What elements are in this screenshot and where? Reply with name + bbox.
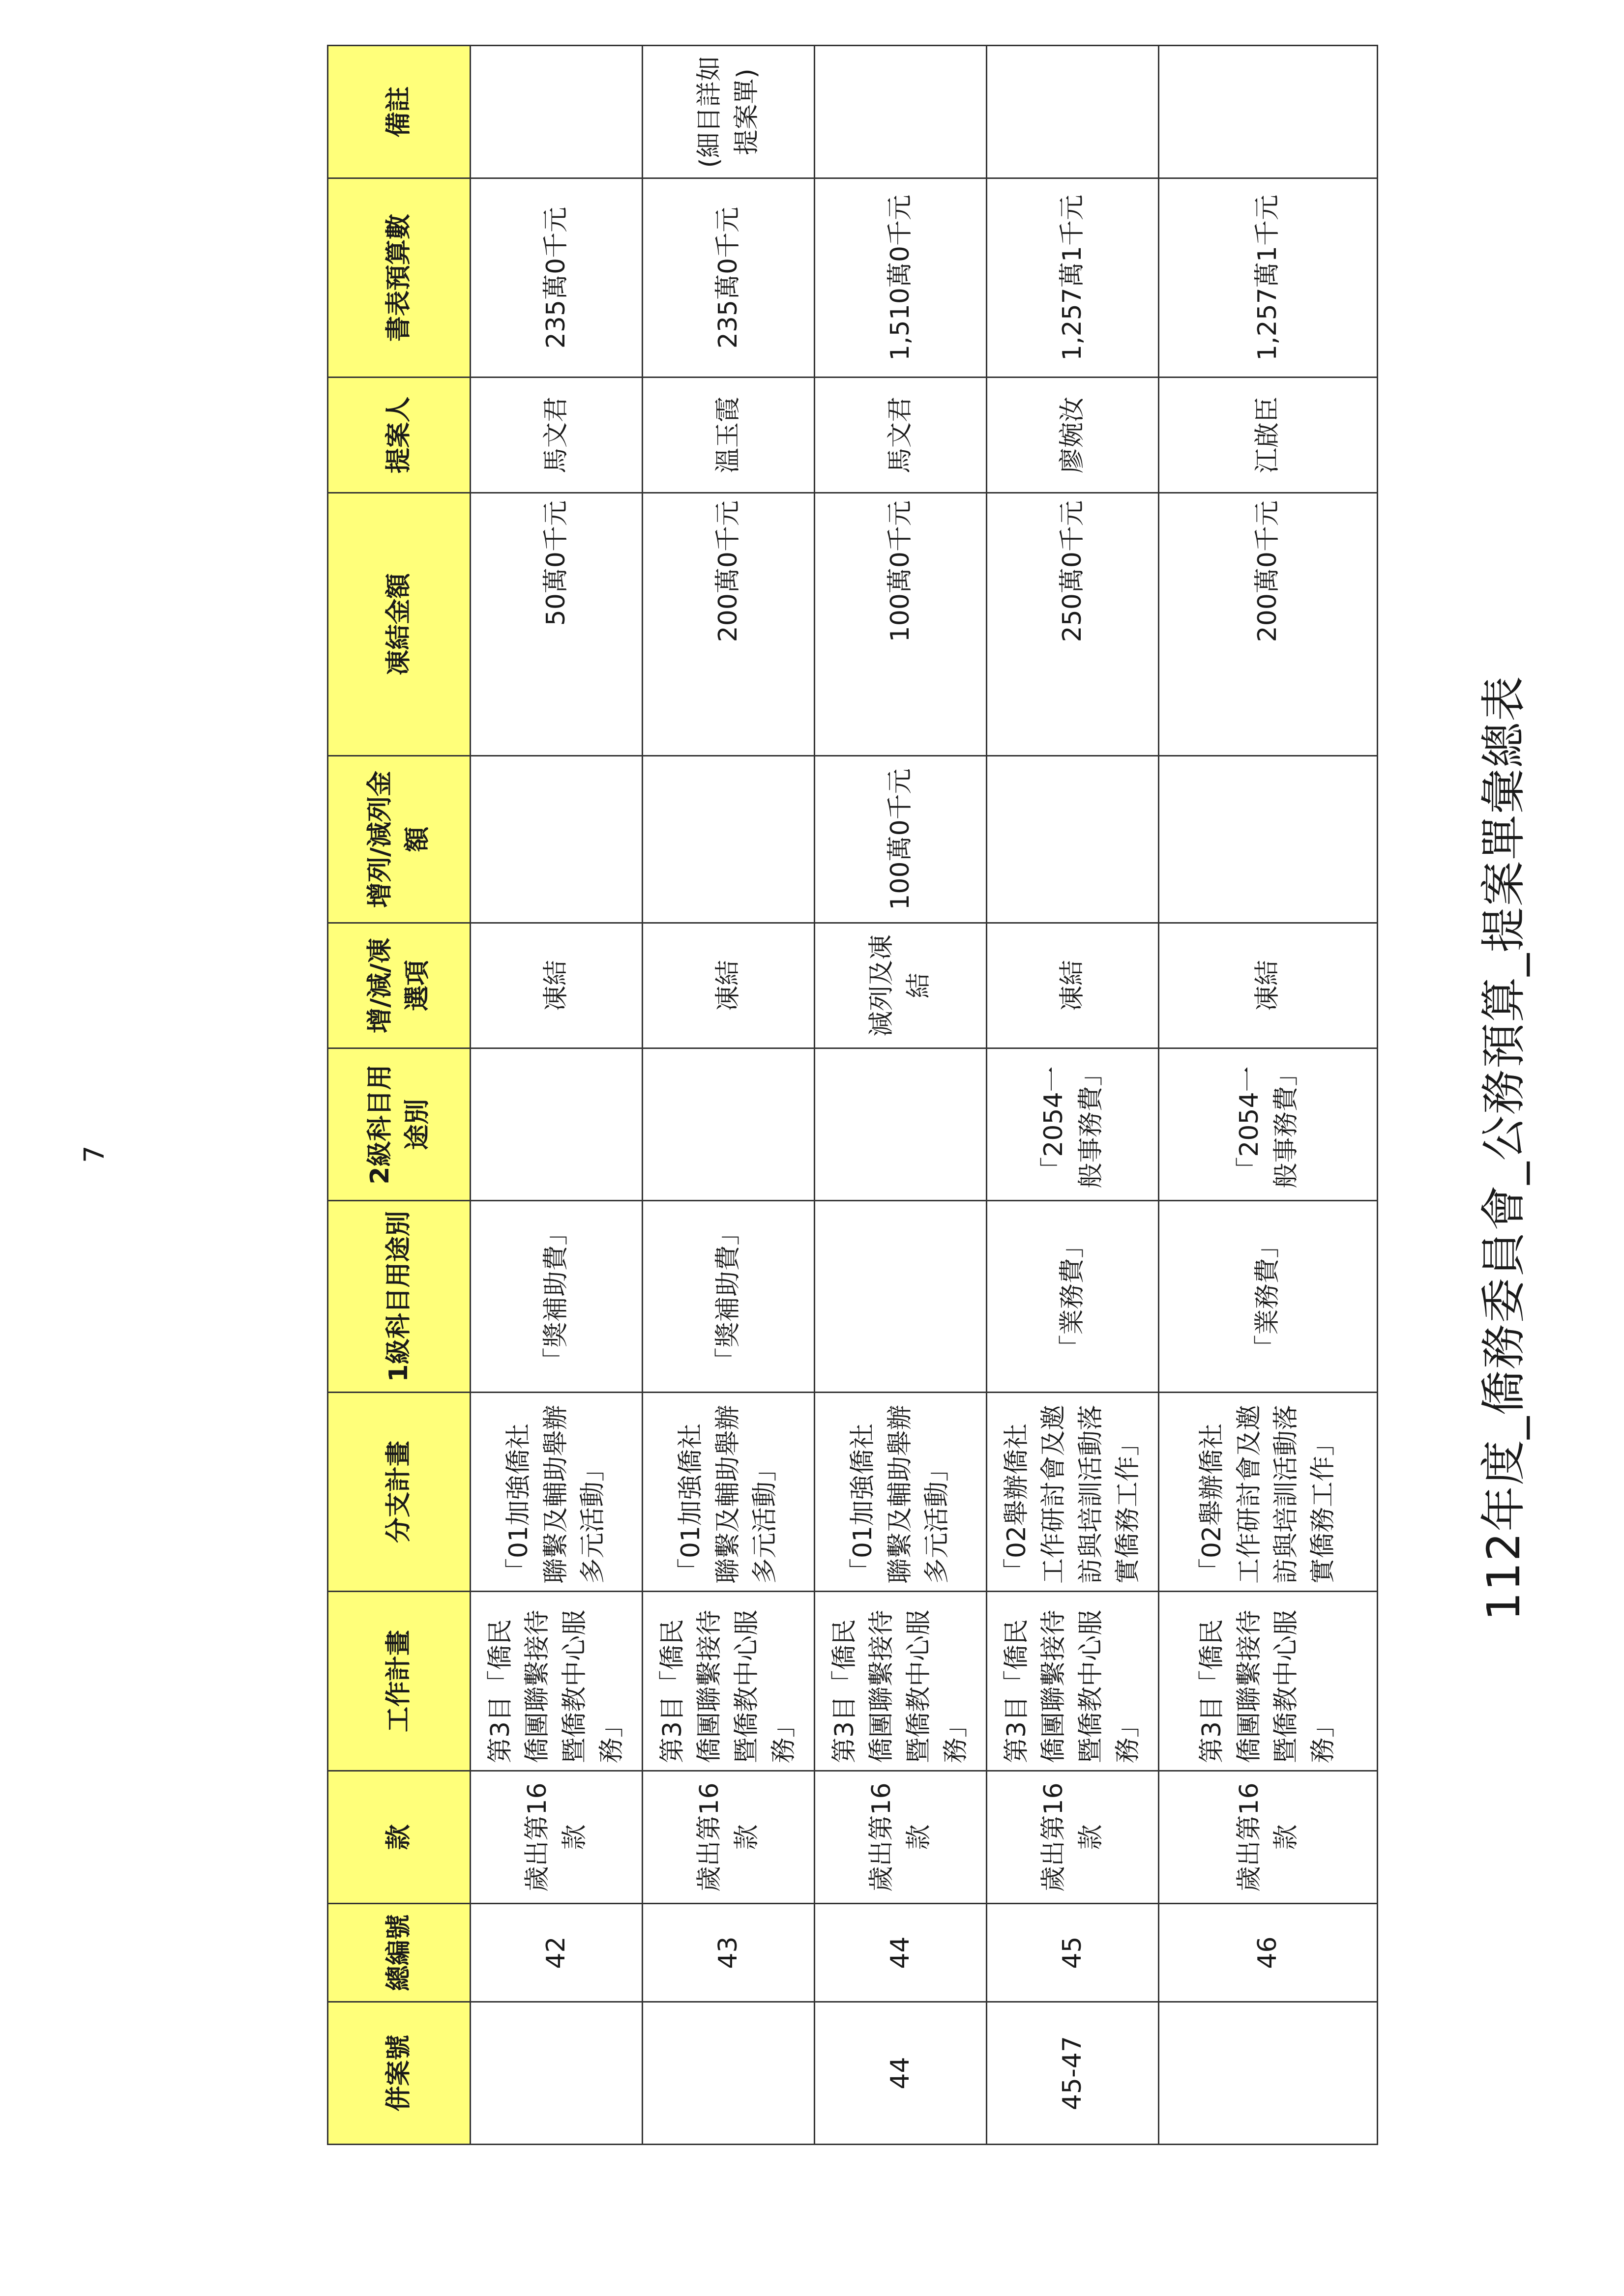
cell-remark: (細目詳如提案單) bbox=[643, 46, 815, 178]
cell-adjust-amount bbox=[987, 756, 1159, 923]
cell-freeze-amount: 200萬0千元 bbox=[1159, 493, 1378, 756]
header-freeze-amount: 凍結金額 bbox=[328, 493, 471, 756]
cell-merge-no bbox=[471, 2002, 643, 2145]
cell-work-plan: 第3目「僑民僑團聯繫接待暨僑教中心服務」 bbox=[815, 1592, 987, 1771]
header-branch-plan: 分支計畫 bbox=[328, 1393, 471, 1592]
cell-section: 歲出第16款 bbox=[987, 1771, 1159, 1904]
cell-budget: 1,257萬1千元 bbox=[987, 178, 1159, 378]
cell-level2 bbox=[471, 1048, 643, 1201]
cell-level1: 「獎補助費」 bbox=[471, 1201, 643, 1393]
cell-remark bbox=[815, 46, 987, 178]
cell-merge-no: 45-47 bbox=[987, 2002, 1159, 2145]
page-number: 7 bbox=[79, 1145, 111, 1163]
header-proposer: 提案人 bbox=[328, 378, 471, 493]
cell-work-plan: 第3目「僑民僑團聯繫接待暨僑教中心服務」 bbox=[1159, 1592, 1378, 1771]
cell-freeze-amount: 100萬0千元 bbox=[815, 493, 987, 756]
proposal-summary-table bbox=[327, 45, 1378, 2145]
cell-level2: 「2054一般事務費」 bbox=[987, 1048, 1159, 1201]
cell-option: 凍結 bbox=[643, 923, 815, 1048]
header-section: 款 bbox=[328, 1771, 471, 1904]
cell-level2 bbox=[643, 1048, 815, 1201]
cell-freeze-amount: 50萬0千元 bbox=[471, 493, 643, 756]
cell-level2 bbox=[815, 1048, 987, 1201]
cell-serial: 43 bbox=[643, 1904, 815, 2002]
cell-merge-no bbox=[643, 2002, 815, 2145]
cell-merge-no bbox=[1159, 2002, 1378, 2145]
cell-remark bbox=[987, 46, 1159, 178]
cell-freeze-amount: 200萬0千元 bbox=[643, 493, 815, 756]
header-remark: 備註 bbox=[328, 46, 471, 178]
header-serial: 總編號 bbox=[328, 1904, 471, 2002]
cell-merge-no: 44 bbox=[815, 2002, 987, 2145]
cell-adjust-amount: 100萬0千元 bbox=[815, 756, 987, 923]
cell-adjust-amount bbox=[1159, 756, 1378, 923]
cell-work-plan: 第3目「僑民僑團聯繫接待暨僑教中心服務」 bbox=[471, 1592, 643, 1771]
cell-adjust-amount bbox=[643, 756, 815, 923]
header-level1: 1級科目用途別 bbox=[328, 1201, 471, 1393]
cell-level1: 「業務費」 bbox=[1159, 1201, 1378, 1393]
cell-remark bbox=[1159, 46, 1378, 178]
cell-branch-plan: 「01加強僑社聯繫及輔助舉辦多元活動」 bbox=[815, 1393, 987, 1592]
header-adjust-amount: 增列/減列金額 bbox=[328, 756, 471, 923]
cell-proposer: 廖婉汝 bbox=[987, 378, 1159, 493]
header-work-plan: 工作計畫 bbox=[328, 1592, 471, 1771]
cell-serial: 45 bbox=[987, 1904, 1159, 2002]
header-level2: 2級科目用途別 bbox=[328, 1048, 471, 1201]
cell-proposer: 江啟臣 bbox=[1159, 378, 1378, 493]
cell-level2: 「2054一般事務費」 bbox=[1159, 1048, 1378, 1201]
cell-work-plan: 第3目「僑民僑團聯繫接待暨僑教中心服務」 bbox=[643, 1592, 815, 1771]
cell-budget: 235萬0千元 bbox=[643, 178, 815, 378]
cell-proposer: 溫玉霞 bbox=[643, 378, 815, 493]
table-row bbox=[815, 46, 987, 2145]
cell-option: 凍結 bbox=[1159, 923, 1378, 1048]
cell-serial: 46 bbox=[1159, 1904, 1378, 2002]
cell-budget: 1,510萬0千元 bbox=[815, 178, 987, 378]
cell-serial: 42 bbox=[471, 1904, 643, 2002]
header-option: 增/減/凍選項 bbox=[328, 923, 471, 1048]
cell-budget: 235萬0千元 bbox=[471, 178, 643, 378]
header-row bbox=[328, 46, 471, 2145]
cell-branch-plan: 「02舉辦僑社工作研討會及邀訪與培訓活動落實僑務工作」 bbox=[987, 1393, 1159, 1592]
cell-branch-plan: 「01加強僑社聯繫及輔助舉辦多元活動」 bbox=[471, 1393, 643, 1592]
table-row bbox=[1159, 46, 1378, 2145]
cell-level1: 「業務費」 bbox=[987, 1201, 1159, 1393]
cell-level1: 「獎補助費」 bbox=[643, 1201, 815, 1393]
cell-budget: 1,257萬1千元 bbox=[1159, 178, 1378, 378]
cell-branch-plan: 「01加強僑社聯繫及輔助舉辦多元活動」 bbox=[643, 1393, 815, 1592]
table-row bbox=[471, 46, 643, 2145]
cell-proposer: 馬文君 bbox=[815, 378, 987, 493]
cell-option: 減列及凍結 bbox=[815, 923, 987, 1048]
cell-adjust-amount bbox=[471, 756, 643, 923]
cell-level1 bbox=[815, 1201, 987, 1393]
table-row bbox=[643, 46, 815, 2145]
cell-branch-plan: 「02舉辦僑社工作研討會及邀訪與培訓活動落實僑務工作」 bbox=[1159, 1393, 1378, 1592]
cell-option: 凍結 bbox=[471, 923, 643, 1048]
cell-option: 凍結 bbox=[987, 923, 1159, 1048]
header-merge-no: 併案號 bbox=[328, 2002, 471, 2145]
cell-freeze-amount: 250萬0千元 bbox=[987, 493, 1159, 756]
cell-remark bbox=[471, 46, 643, 178]
header-budget: 書表預算數 bbox=[328, 178, 471, 378]
cell-proposer: 馬文君 bbox=[471, 378, 643, 493]
cell-section: 歲出第16款 bbox=[471, 1771, 643, 1904]
cell-work-plan: 第3目「僑民僑團聯繫接待暨僑教中心服務」 bbox=[987, 1592, 1159, 1771]
cell-serial: 44 bbox=[815, 1904, 987, 2002]
document-title: 112年度_僑務委員會_公務預算_提案單彙總表 bbox=[1477, 675, 1530, 1621]
cell-section: 歲出第16款 bbox=[1159, 1771, 1378, 1904]
table-row bbox=[987, 46, 1159, 2145]
cell-section: 歲出第16款 bbox=[643, 1771, 815, 1904]
cell-section: 歲出第16款 bbox=[815, 1771, 987, 1904]
